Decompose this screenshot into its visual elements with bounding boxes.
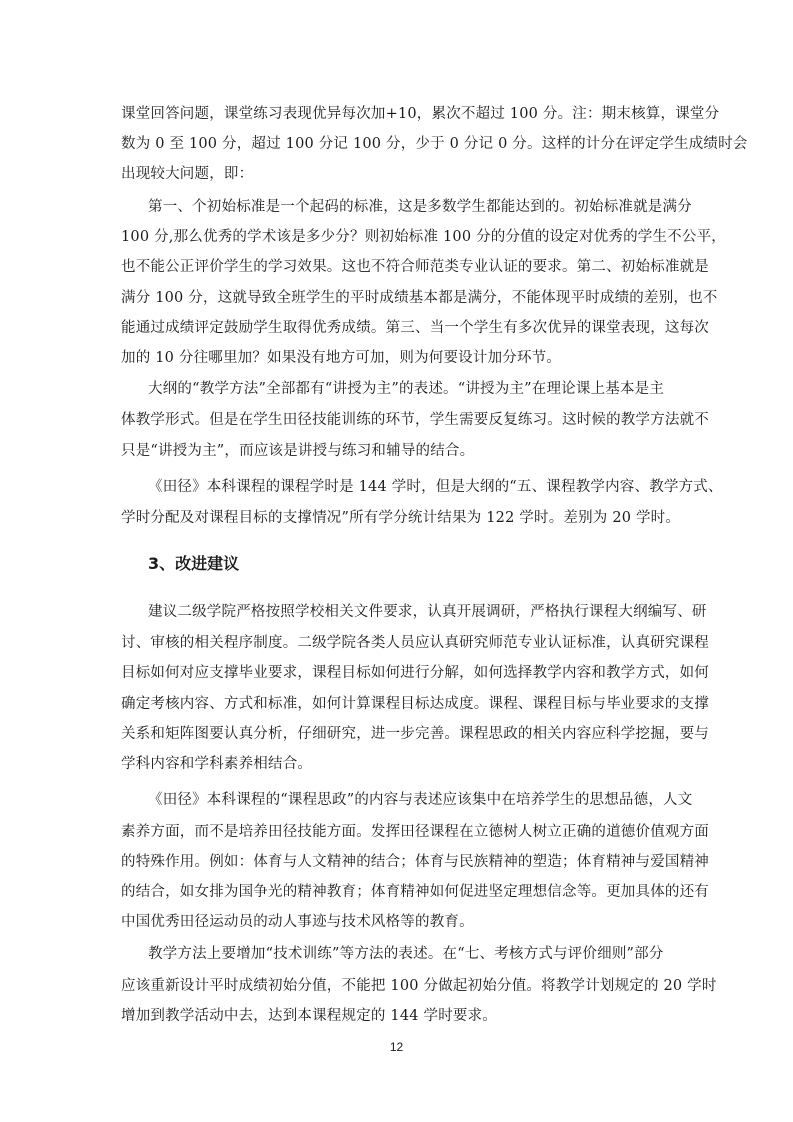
text-line: 大纲的“教学方法”全部都有“讲授为主”的表述。“讲授为主”在理论课上基本是主 (148, 381, 665, 397)
text-line: 加的 10 分往哪里加？如果没有地方可加，则为何要设计加分环节。 (121, 350, 562, 366)
text-line: 关系和矩阵图要认真分析，仔细研究，进一步完善。课程思政的相关内容应科学挖掘，要与 (121, 726, 709, 742)
text-line: 学科内容和学科素养相结合。 (121, 756, 313, 772)
text-line: 出现较大问题，即： (121, 166, 254, 182)
text-line: 课堂回答问题，课堂练习表现优异每次加+10，累次不超过 100 分。注：期末核算，课堂分 (121, 106, 720, 122)
text-line: 教学方法上要增加“技术训练”等方法的表述。在“七、考核方式与评价细则”部分 (148, 946, 664, 962)
text-line: 满分 100 分，这就导致全班学生的平时成绩基本都是满分，不能体现平时成绩的差别，也不 (121, 290, 718, 306)
text-line: 《田径》本科课程的“课程思政”的内容与表述应该集中在培养学生的思想品德，人文 (148, 792, 693, 808)
section-heading: 3、改进建议 (148, 554, 240, 573)
text-line: 增加到教学活动中去，达到本课程规定的 144 学时要求。 (121, 1008, 497, 1024)
text-line: 确定考核内容、方式和标准，如何计算课程目标达成度。课程、课程目标与毕业要求的支撑 (121, 696, 709, 712)
text-line: 的特殊作用。例如：体育与人文精神的结合；体育与民族精神的塑造；体育精神与爱国精神 (121, 854, 709, 870)
text-line: 100 分,那么优秀的学术该是多少分？则初始标准 100 分的分值的设定对优秀的学生不公平， (121, 229, 726, 245)
text-line: 应该重新设计平时成绩初始分值，不能把 100 分做起初始分值。将教学计划规定的 20 学时 (121, 978, 717, 994)
text-line: 也不能公正评价学生的学习效果。这也不符合师范类专业认证的要求。第二、初始标准就是 (121, 259, 709, 275)
page-number: 12 (389, 1040, 404, 1054)
text-line: 学时分配及对课程目标的支撑情况”所有学分统计结果为 122 学时。差别为 20 学时。 (121, 510, 681, 526)
text-line: 中国优秀田径运动员的动人事迹与技术风格等的教育。 (121, 914, 474, 930)
text-line: 体教学形式。但是在学生田径技能训练的环节，学生需要反复练习。这时候的教学方法就不 (121, 412, 709, 428)
text-line: 只是“讲授为主”，而应该是讲授与练习和辅导的结合。 (121, 443, 475, 459)
text-line: 目标如何对应支撑毕业要求，课程目标如何进行分解，如何选择教学内容和教学方式，如何 (121, 665, 709, 681)
text-line: 建议二级学院严格按照学校相关文件要求，认真开展调研，严格执行课程大纲编写、研 (148, 604, 707, 620)
text-line: 的结合，如女排为国争光的精神教育；体育精神如何促进坚定理想信念等。更加具体的还有 (121, 884, 709, 900)
text-line: 能通过成绩评定鼓励学生取得优秀成绩。第三、当一个学生有多次优异的课堂表现，这每次 (121, 320, 709, 336)
text-line: 《田径》本科课程的课程学时是 144 学时，但是大纲的“五、课程教学内容、教学方式、 (148, 479, 723, 495)
text-line: 数为 0 至 100 分，超过 100 分记 100 分，少于 0 分记 0 分。这样的计分在评定学生成绩时会 (121, 136, 748, 152)
text-line: 素养方面，而不是培养田径技能方面。发挥田径课程在立德树人树立正确的道德价值观方面 (121, 824, 709, 840)
text-line: 讨、审核的相关程序制度。二级学院各类人员应认真研究师范专业认证标准，认真研究课程 (121, 635, 709, 651)
text-line: 第一、个初始标准是一个起码的标准，这是多数学生都能达到的。初始标准就是满分 (148, 199, 692, 215)
